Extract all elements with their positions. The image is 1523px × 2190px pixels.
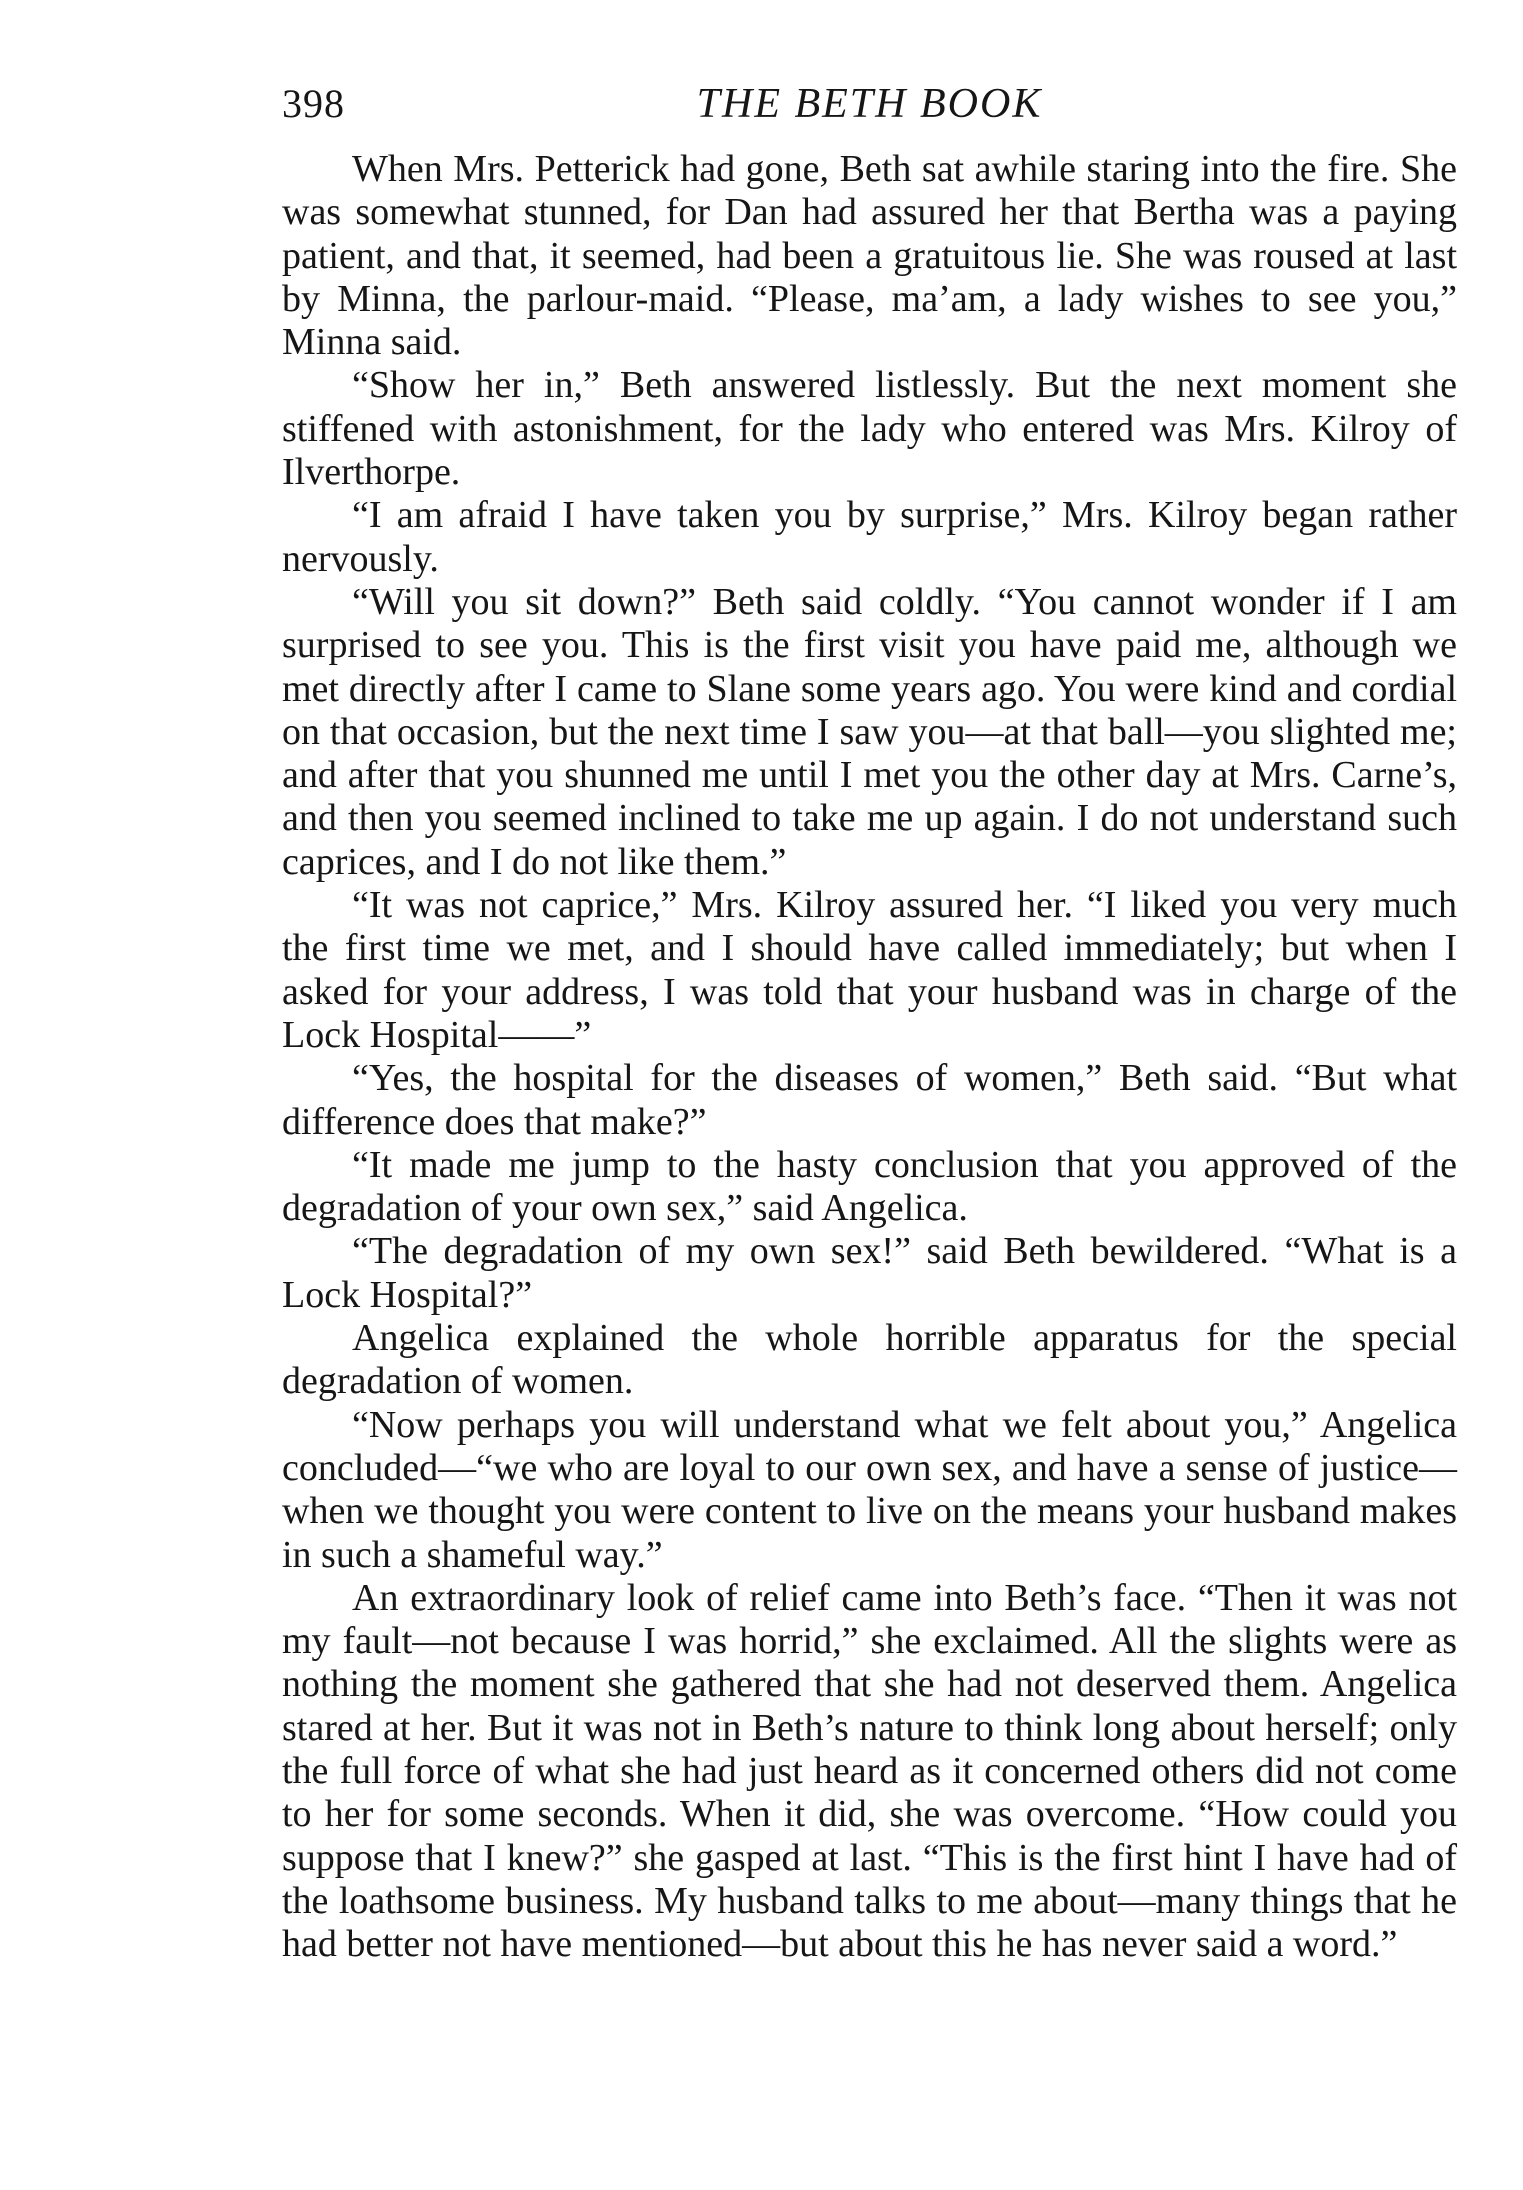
- paragraph: “It was not caprice,” Mrs. Kilroy assured her. “I liked you very much the first time we met, and I should have called immediately; but when I asked for your address, I was told that your husband was in charge of the Lock Hospital——”: [282, 884, 1457, 1056]
- paragraph: “I am afraid I have taken you by surprise,” Mrs. Kilroy began rather nervously.: [282, 494, 1457, 580]
- paragraph: “Will you sit down?” Beth said coldly. “You cannot wonder if I am surprised to see you. This is the first visit you have paid me, although we met directly after I came to Slane some years ago. You were kind and cordial on that occasion, but the next time I saw you—at that ball—you slighted me; and after that you shunned me until I met you the other day at Mrs. Carne’s, and then you seemed inclined to take me up again. I do not understand such caprices, and I do not like them.”: [282, 580, 1457, 883]
- paragraph: “Yes, the hospital for the diseases of women,” Beth said. “But what difference does that make?”: [282, 1057, 1457, 1143]
- page-number: 398: [282, 81, 345, 126]
- page-header: [282, 74, 1457, 134]
- running-title: THE BETH BOOK: [696, 81, 1043, 127]
- paragraph: When Mrs. Petterick had gone, Beth sat awhile staring into the fire. She was somewhat stunned, for Dan had assured her that Bertha was a paying patient, and that, it seemed, had been a gratuitous lie. She was roused at last by Minna, the parlour-maid. “Please, ma’am, a lady wishes to see you,” Minna said.: [282, 148, 1457, 364]
- paragraph: “Now perhaps you will understand what we felt about you,” Angelica concluded—“we who are loyal to our own sex, and have a sense of justice—when we thought you were content to live on the means your husband makes in such a shameful way.”: [282, 1403, 1457, 1576]
- paragraph: “The degradation of my own sex!” said Beth bewildered. “What is a Lock Hospital?”: [282, 1230, 1457, 1316]
- paragraph: An extraordinary look of relief came into Beth’s face. “Then it was not my fault—not because I was horrid,” she exclaimed. All the slights were as nothing the moment she gathered that she had not deserved them. Angelica stared at her. But it was not in Beth’s nature to think long about herself; only the full force of what she had just heard as it concerned others did not come to her for some seconds. When it did, she was overcome. “How could you suppose that I knew?” she gasped at last. “This is the first hint I have had of the loathsome business. My husband talks to me about—many things that he had better not have mentioned—but about this he has never said a word.”: [282, 1576, 1457, 1966]
- paragraph: Angelica explained the whole horrible apparatus for the special degradation of women.: [282, 1317, 1457, 1403]
- body-text: [282, 148, 1457, 1966]
- paragraph: “It made me jump to the hasty conclusion that you approved of the degradation of your own sex,” said Angelica.: [282, 1143, 1457, 1230]
- paragraph: “Show her in,” Beth answered listlessly. But the next moment she stiffened with astonishment, for the lady who entered was Mrs. Kilroy of Ilverthorpe.: [282, 364, 1457, 494]
